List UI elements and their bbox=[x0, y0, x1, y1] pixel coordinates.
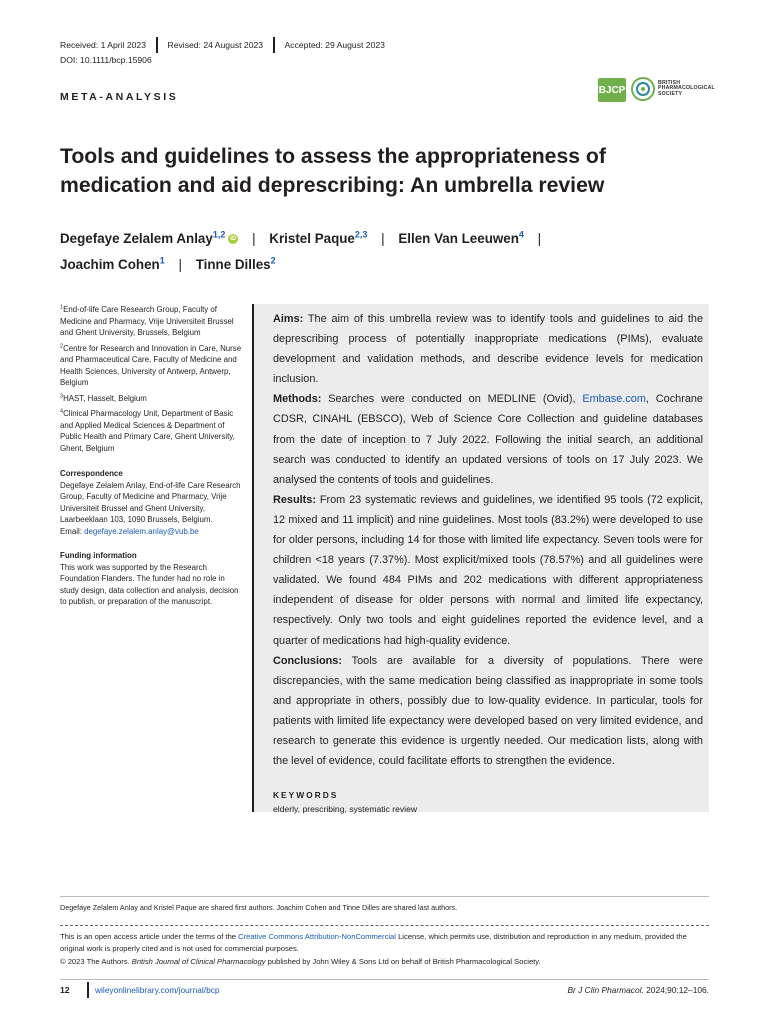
revised-date: Revised: 24 August 2023 bbox=[167, 40, 264, 50]
correspondence-email: Email: degefaye.zelalem.anlay@vub.be bbox=[60, 526, 199, 536]
affiliation: $^4$Clinical Pharmacology Unit, Department of Basic and Applied Medical Sciences & Department of Public Health and Primary Care, Ghent University, Ghent, Belgium bbox=[60, 408, 235, 453]
email-link[interactable]: degefaye.zelalem.anlay@vub.be bbox=[84, 526, 199, 536]
shared-authorship-note: Degefaye Zelalem Anlay and Kristel Paque are shared first authors. Joachim Cohen and Tinne Dilles are shared last authors. bbox=[60, 903, 458, 912]
affiliation: $^2$Centre for Research and Innovation in Care, Nurse and Pharmaceutical Care, Faculty of Medicine and Health Sciences, University of Antwerp, Antwerp, Belgium bbox=[60, 342, 242, 387]
funding-heading: Funding information bbox=[60, 551, 137, 560]
footer-divider bbox=[60, 979, 709, 980]
footer-dashed-divider bbox=[60, 925, 709, 926]
keywords-heading: KEYWORDS bbox=[273, 790, 339, 801]
affiliation: $^1$End-of-life Care Research Group, Faculty of Medicine and Pharmacy, Vrije Universiteit Brussel and Ghent University, Brussels, Belgium bbox=[60, 304, 234, 337]
embase-link[interactable]: Embase.com bbox=[582, 393, 646, 406]
article-dates bbox=[60, 38, 395, 52]
abstract-box bbox=[252, 304, 709, 815]
bps-emblem-icon bbox=[631, 77, 655, 101]
copyright-line: © 2023 The Authors. British Journal of Clinical Pharmacology published by John Wiley & Sons Ltd on behalf of British Pharmacological Society. bbox=[60, 956, 541, 966]
funding-text: This work was supported by the Research Foundation Flanders. The funder had no role in study design, data collection and analysis, decision to publish, or preparation of the manuscript. bbox=[60, 562, 239, 606]
author-separator: | bbox=[178, 257, 182, 272]
author-separator: | bbox=[381, 231, 385, 246]
author-affiliation: 4 bbox=[518, 229, 524, 240]
received-date: Received: 1 April 2023 bbox=[60, 40, 146, 50]
accepted-date: Accepted: 29 August 2023 bbox=[284, 40, 385, 50]
journal-url-link[interactable]: wileyonlinelibrary.com/journal/bcp bbox=[95, 985, 220, 995]
author-name[interactable]: Ellen Van Leeuwen bbox=[398, 231, 519, 246]
article-title: Tools and guidelines to assess the appropriateness of medication and aid deprescribing: An umbrella review bbox=[60, 145, 606, 197]
license-text: This is an open access article under the terms of the Creative Commons Attribution-NonCommercial License, which permits use, distribution and reproduction in any medium, provided the original work is properly cited and is not used for commercial purposes. © 2023 The Authors. British Journal of Clinical Pharmacology published by John Wiley & Sons Ltd on behalf of British Pharmacological Society. bbox=[60, 931, 709, 968]
orcid-icon[interactable]: iD bbox=[230, 236, 237, 243]
author-name[interactable]: Degefaye Zelalem Anlay bbox=[60, 231, 213, 246]
affiliation: $^3$HAST, Hasselt, Belgium bbox=[60, 392, 147, 403]
keywords-list: elderly, prescribing, systematic review bbox=[273, 804, 418, 815]
bps-logo[interactable] bbox=[631, 77, 715, 101]
author-separator: | bbox=[537, 231, 542, 246]
author-affiliation: 2 bbox=[270, 255, 276, 266]
divider bbox=[87, 982, 89, 998]
author-affiliation: 1 bbox=[159, 255, 165, 266]
author-affiliation: 1,2 bbox=[212, 229, 226, 240]
doi[interactable]: DOI: 10.1111/bcp.15906 bbox=[60, 55, 152, 65]
author-affiliation: 2,3 bbox=[354, 229, 368, 240]
author-name[interactable]: Kristel Paque bbox=[269, 231, 355, 246]
cc-license-link[interactable]: Creative Commons Attribution-NonCommercial bbox=[238, 932, 396, 941]
correspondence-heading: Correspondence bbox=[60, 469, 123, 478]
journal-citation: Br J Clin Pharmacol. 2024;90:12–106. bbox=[567, 985, 709, 995]
abstract-results: Results: From 23 systematic reviews and guidelines, we identified 95 tools (72 explicit, 12 mixed and 11 implicit) and nine guidelines. Most tools (83.2%) were developed to use for older persons, including 14 for those with limited life expectancy. Seven tools were for children <18 years (7.37%). Most explicit/mixed tools (78.57%) and all guidelines were validated. We found 484 PIMs and 202 medications with different appropriateness independent of disease for older persons with normal and limited life expectancy, respectively. Only two tools and eight guidelines reported the evidence level, and a quarter of medications had high-quality evidence. bbox=[273, 493, 703, 647]
sidebar-info bbox=[60, 304, 242, 608]
correspondence-text: Degefaye Zelalem Anlay, End-of-life Care Research Group, Faculty of Medicine and Pharmacy, Vrije Universiteit Brussel and Ghent University, Laarbeeklaan 103, 1090 Brussels, Belgium. bbox=[60, 480, 241, 524]
abstract-conclusions: Conclusions: Tools are available for a diversity of populations. There were discrepancies, with the same medication being classified as inappropriate in some tools and appropriate in others, possibly due to low-quality evidence. In particular, tools for patients with limited life expectancy were developed based on very limited evidence, and research to generate this evidence is urgently needed. Our medication lists, along with the level of evidence, could facilitate efforts to strengthen the evidence. bbox=[273, 654, 703, 768]
abstract-methods: Methods: Searches were conducted on MEDLINE (Ovid), Embase.com, Cochrane CDSR, CINAHL (EBSCO), Web of Science Core Collection and guideline databases from the date of inception to 7 July 2022. Following the initial search, an additional search was conducted to identify an updated versions of tools on 17 July 2023. We analysed the contents of tools and guidelines. bbox=[273, 393, 703, 486]
author-list bbox=[60, 226, 700, 278]
author-name[interactable]: Joachim Cohen bbox=[60, 257, 160, 272]
section-label: META-ANALYSIS bbox=[60, 91, 179, 103]
bjcp-logo[interactable]: BJCP bbox=[598, 78, 626, 102]
bps-wordmark: BRITISH PHARMACOLOGICAL SOCIETY bbox=[658, 79, 715, 97]
page-number: 12 bbox=[60, 985, 70, 995]
author-separator: | bbox=[252, 231, 256, 246]
footer-divider bbox=[60, 896, 709, 897]
abstract-aims: Aims: The aim of this umbrella review was to identify tools and guidelines to aid the deprescribing process of potentially inappropriate medications (PIMs), evaluate development and validation methods, and describe evidence levels for medication inclusion. bbox=[273, 313, 703, 386]
author-name[interactable]: Tinne Dilles bbox=[195, 257, 271, 272]
